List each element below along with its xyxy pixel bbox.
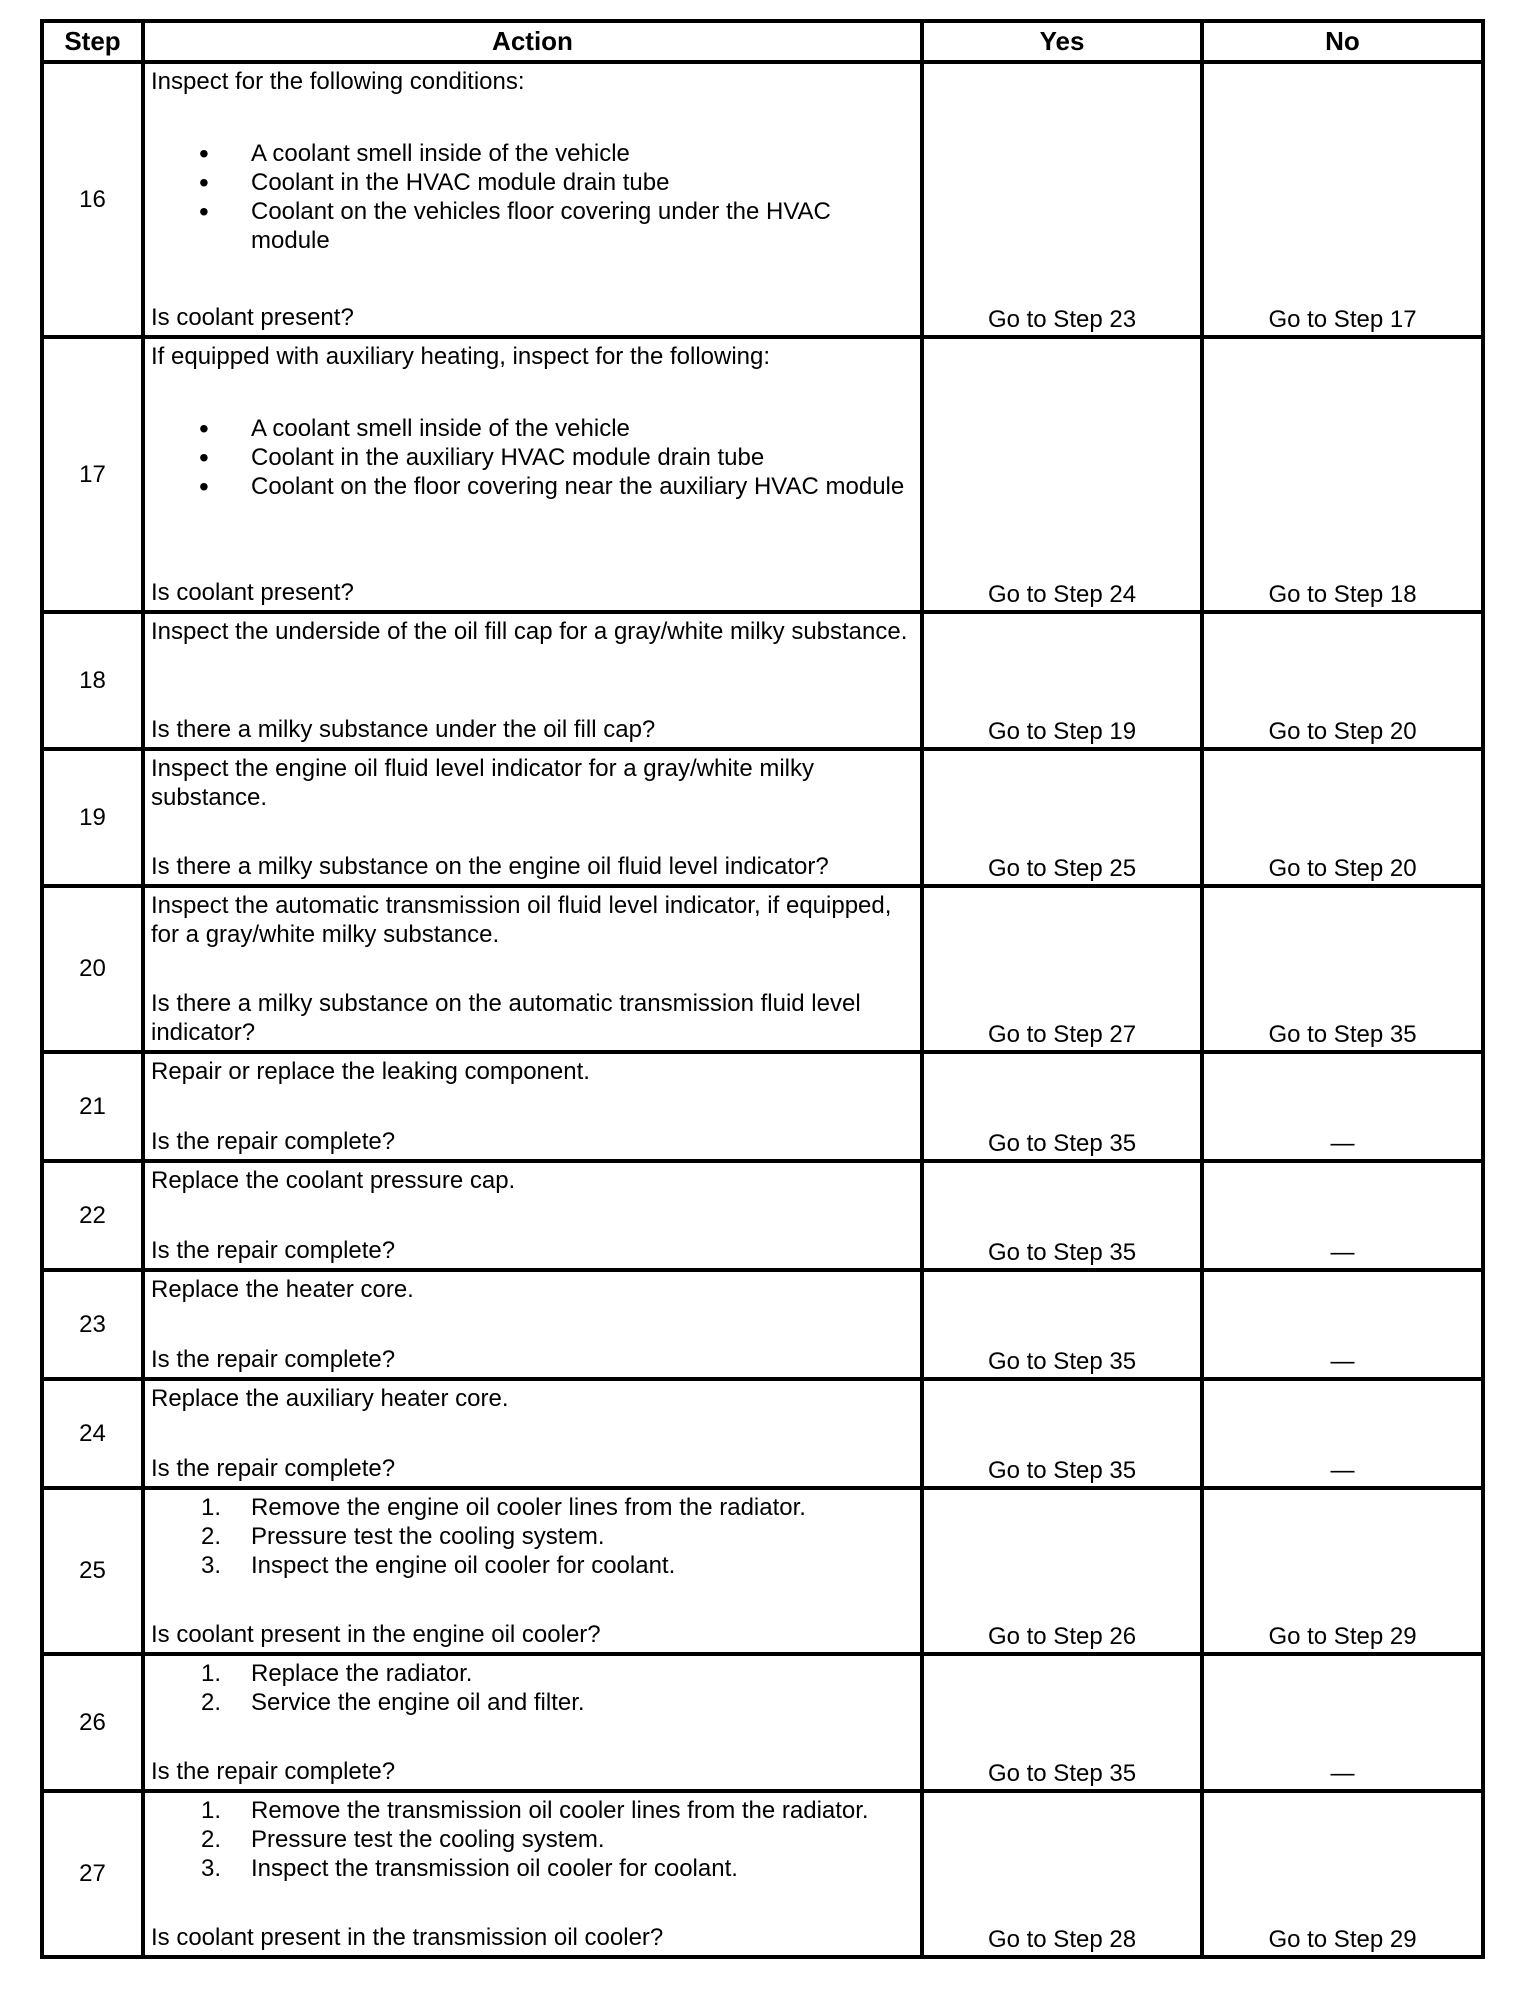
yes-answer: Go to Step 35 (987, 1457, 1137, 1484)
procedure-number: 2. (201, 1523, 222, 1550)
action-intro: If equipped with auxiliary heating, inspect for the following: (151, 343, 771, 370)
no-answer: — (1330, 1239, 1355, 1266)
no-cell (1202, 1379, 1483, 1488)
procedure-number: 1. (201, 1494, 222, 1521)
action-content (145, 614, 920, 747)
header-row (42, 21, 1483, 62)
no-cell (1202, 1654, 1483, 1791)
action-intro: Replace the auxiliary heater core. (151, 1385, 509, 1412)
action-question: Is coolant present? (151, 304, 354, 331)
condition-item: • A coolant smell inside of the vehicle (151, 414, 914, 443)
no-cell (1202, 337, 1483, 612)
no-answer: Go to Step 29 (1268, 1926, 1417, 1953)
yes-cell (922, 1654, 1202, 1791)
procedure-list (151, 1659, 914, 1717)
procedure-item (151, 1796, 914, 1825)
yes-answer: Go to Step 24 (987, 581, 1137, 608)
yes-cell (922, 612, 1202, 749)
no-answer: — (1330, 1130, 1355, 1157)
step-number: 18 (42, 612, 143, 749)
action-intro: Replace the heater core. (151, 1276, 414, 1303)
yes-cell (922, 1791, 1202, 1957)
yes-cell (922, 62, 1202, 337)
yes-answer: Go to Step 25 (987, 855, 1137, 882)
action-content (145, 339, 920, 610)
action-content (145, 1381, 920, 1486)
no-cell (1202, 1791, 1483, 1957)
step-number: 20 (42, 886, 143, 1052)
no-cell (1202, 62, 1483, 337)
no-answer: Go to Step 35 (1268, 1021, 1417, 1048)
action-content (145, 1272, 920, 1377)
action-intro: Inspect the automatic transmission oil fluid level indicator, if equipped, for a gray/white milky substance. (151, 892, 892, 948)
condition-item: • Coolant in the auxiliary HVAC module drain tube (151, 443, 914, 472)
action-question: Is the repair complete? (151, 1237, 396, 1264)
table-row (42, 1161, 1483, 1270)
no-answer: Go to Step 18 (1268, 581, 1417, 608)
no-cell (1202, 886, 1483, 1052)
no-answer: — (1330, 1760, 1355, 1787)
action-intro: Inspect the underside of the oil fill cap for a gray/white milky substance. (151, 618, 908, 645)
procedure-item (151, 1825, 914, 1854)
table-row (42, 749, 1483, 886)
procedure-item (151, 1688, 914, 1717)
step-number: 23 (42, 1270, 143, 1379)
action-cell (143, 1488, 922, 1654)
action-content (145, 1163, 920, 1268)
procedure-text: Service the engine oil and filter. (251, 1689, 585, 1716)
no-cell (1202, 1488, 1483, 1654)
yes-cell (922, 1270, 1202, 1379)
table-row (42, 612, 1483, 749)
procedure-text: Pressure test the cooling system. (251, 1826, 605, 1853)
table-row (42, 1791, 1483, 1957)
procedure-text: Pressure test the cooling system. (251, 1523, 605, 1550)
no-answer: — (1330, 1348, 1355, 1375)
procedure-item (151, 1522, 914, 1551)
table-body (42, 62, 1483, 1957)
procedure-item (151, 1659, 914, 1688)
action-content (145, 64, 920, 335)
table-row (42, 1488, 1483, 1654)
step-number: 17 (42, 337, 143, 612)
step-number: 25 (42, 1488, 143, 1654)
yes-cell (922, 1052, 1202, 1161)
condition-item: • Coolant in the HVAC module drain tube (151, 168, 914, 197)
action-cell (143, 1654, 922, 1791)
yes-cell (922, 1161, 1202, 1270)
procedure-item (151, 1551, 914, 1580)
yes-answer: Go to Step 26 (987, 1623, 1137, 1650)
action-content (145, 1793, 920, 1955)
action-content (145, 1490, 920, 1652)
no-cell (1202, 749, 1483, 886)
no-cell (1202, 1052, 1483, 1161)
no-cell (1202, 1270, 1483, 1379)
no-answer: Go to Step 20 (1268, 855, 1417, 882)
action-question: Is the repair complete? (151, 1346, 396, 1373)
action-question: Is the repair complete? (151, 1455, 396, 1482)
header-step: Step (42, 21, 143, 62)
action-cell (143, 1161, 922, 1270)
action-cell (143, 1379, 922, 1488)
step-number: 21 (42, 1052, 143, 1161)
procedure-item (151, 1854, 914, 1883)
header-yes: Yes (922, 21, 1202, 62)
diagnostic-table (40, 19, 1485, 1959)
action-question: Is the repair complete? (151, 1758, 396, 1785)
yes-cell (922, 1488, 1202, 1654)
yes-answer: Go to Step 19 (987, 718, 1137, 745)
table-row (42, 1654, 1483, 1791)
step-number: 19 (42, 749, 143, 886)
table-row (42, 1270, 1483, 1379)
action-cell (143, 886, 922, 1052)
action-question: Is the repair complete? (151, 1128, 396, 1155)
action-question: Is coolant present? (151, 579, 354, 606)
procedure-list (151, 1796, 914, 1883)
condition-item: • Coolant on the floor covering near the auxiliary HVAC module (151, 472, 914, 501)
no-cell (1202, 612, 1483, 749)
condition-list (151, 96, 914, 255)
action-cell (143, 1052, 922, 1161)
step-number: 24 (42, 1379, 143, 1488)
action-content (145, 888, 920, 1050)
action-content (145, 1054, 920, 1159)
action-cell (143, 62, 922, 337)
no-answer: — (1330, 1457, 1355, 1484)
table-row (42, 1052, 1483, 1161)
yes-answer: Go to Step 28 (987, 1926, 1137, 1953)
condition-item: • Coolant on the vehicles floor covering under the HVAC module (151, 197, 914, 255)
yes-answer: Go to Step 35 (987, 1239, 1137, 1266)
action-content (145, 1656, 920, 1789)
table-row (42, 1379, 1483, 1488)
procedure-number: 1. (201, 1660, 222, 1687)
action-intro: Inspect for the following conditions: (151, 68, 525, 95)
no-answer: Go to Step 29 (1268, 1623, 1417, 1650)
action-question: Is there a milky substance on the engine oil fluid level indicator? (151, 853, 829, 880)
table-row (42, 886, 1483, 1052)
table-row (42, 62, 1483, 337)
table-row (42, 337, 1483, 612)
no-answer: Go to Step 17 (1268, 306, 1417, 333)
action-intro: Repair or replace the leaking component. (151, 1058, 590, 1085)
header-action: Action (143, 21, 922, 62)
procedure-number: 2. (201, 1826, 222, 1853)
yes-answer: Go to Step 35 (987, 1130, 1137, 1157)
procedure-text: Replace the radiator. (251, 1660, 473, 1687)
procedure-text: Remove the engine oil cooler lines from the radiator. (251, 1494, 806, 1521)
step-number: 16 (42, 62, 143, 337)
procedure-number: 2. (201, 1689, 222, 1716)
action-question: Is coolant present in the transmission oil cooler? (151, 1924, 664, 1951)
step-number: 26 (42, 1654, 143, 1791)
no-cell (1202, 1161, 1483, 1270)
yes-answer: Go to Step 27 (987, 1021, 1137, 1048)
yes-cell (922, 1379, 1202, 1488)
action-cell (143, 1270, 922, 1379)
yes-answer: Go to Step 23 (987, 306, 1137, 333)
condition-item: • A coolant smell inside of the vehicle (151, 139, 914, 168)
action-content (145, 751, 920, 884)
action-cell (143, 337, 922, 612)
yes-cell (922, 337, 1202, 612)
procedure-list (151, 1493, 914, 1580)
procedure-item (151, 1493, 914, 1522)
header-no: No (1202, 21, 1483, 62)
action-cell (143, 1791, 922, 1957)
action-question: Is there a milky substance under the oil fill cap? (151, 716, 656, 743)
action-cell (143, 612, 922, 749)
action-cell (143, 749, 922, 886)
procedure-text: Inspect the engine oil cooler for coolant. (251, 1552, 676, 1579)
yes-cell (922, 886, 1202, 1052)
yes-cell (922, 749, 1202, 886)
action-question: Is there a milky substance on the automatic transmission fluid level indicator? (151, 990, 861, 1046)
procedure-number: 3. (201, 1552, 222, 1579)
procedure-number: 1. (201, 1797, 222, 1824)
action-intro: Replace the coolant pressure cap. (151, 1167, 516, 1194)
condition-list (151, 371, 914, 501)
procedure-text: Inspect the transmission oil cooler for coolant. (251, 1855, 738, 1882)
action-intro: Inspect the engine oil fluid level indicator for a gray/white milky substance. (151, 755, 814, 811)
yes-answer: Go to Step 35 (987, 1348, 1137, 1375)
step-number: 22 (42, 1161, 143, 1270)
step-number: 27 (42, 1791, 143, 1957)
no-answer: Go to Step 20 (1268, 718, 1417, 745)
procedure-number: 3. (201, 1855, 222, 1882)
procedure-text: Remove the transmission oil cooler lines from the radiator. (251, 1797, 869, 1824)
action-question: Is coolant present in the engine oil cooler? (151, 1621, 601, 1648)
yes-answer: Go to Step 35 (987, 1760, 1137, 1787)
